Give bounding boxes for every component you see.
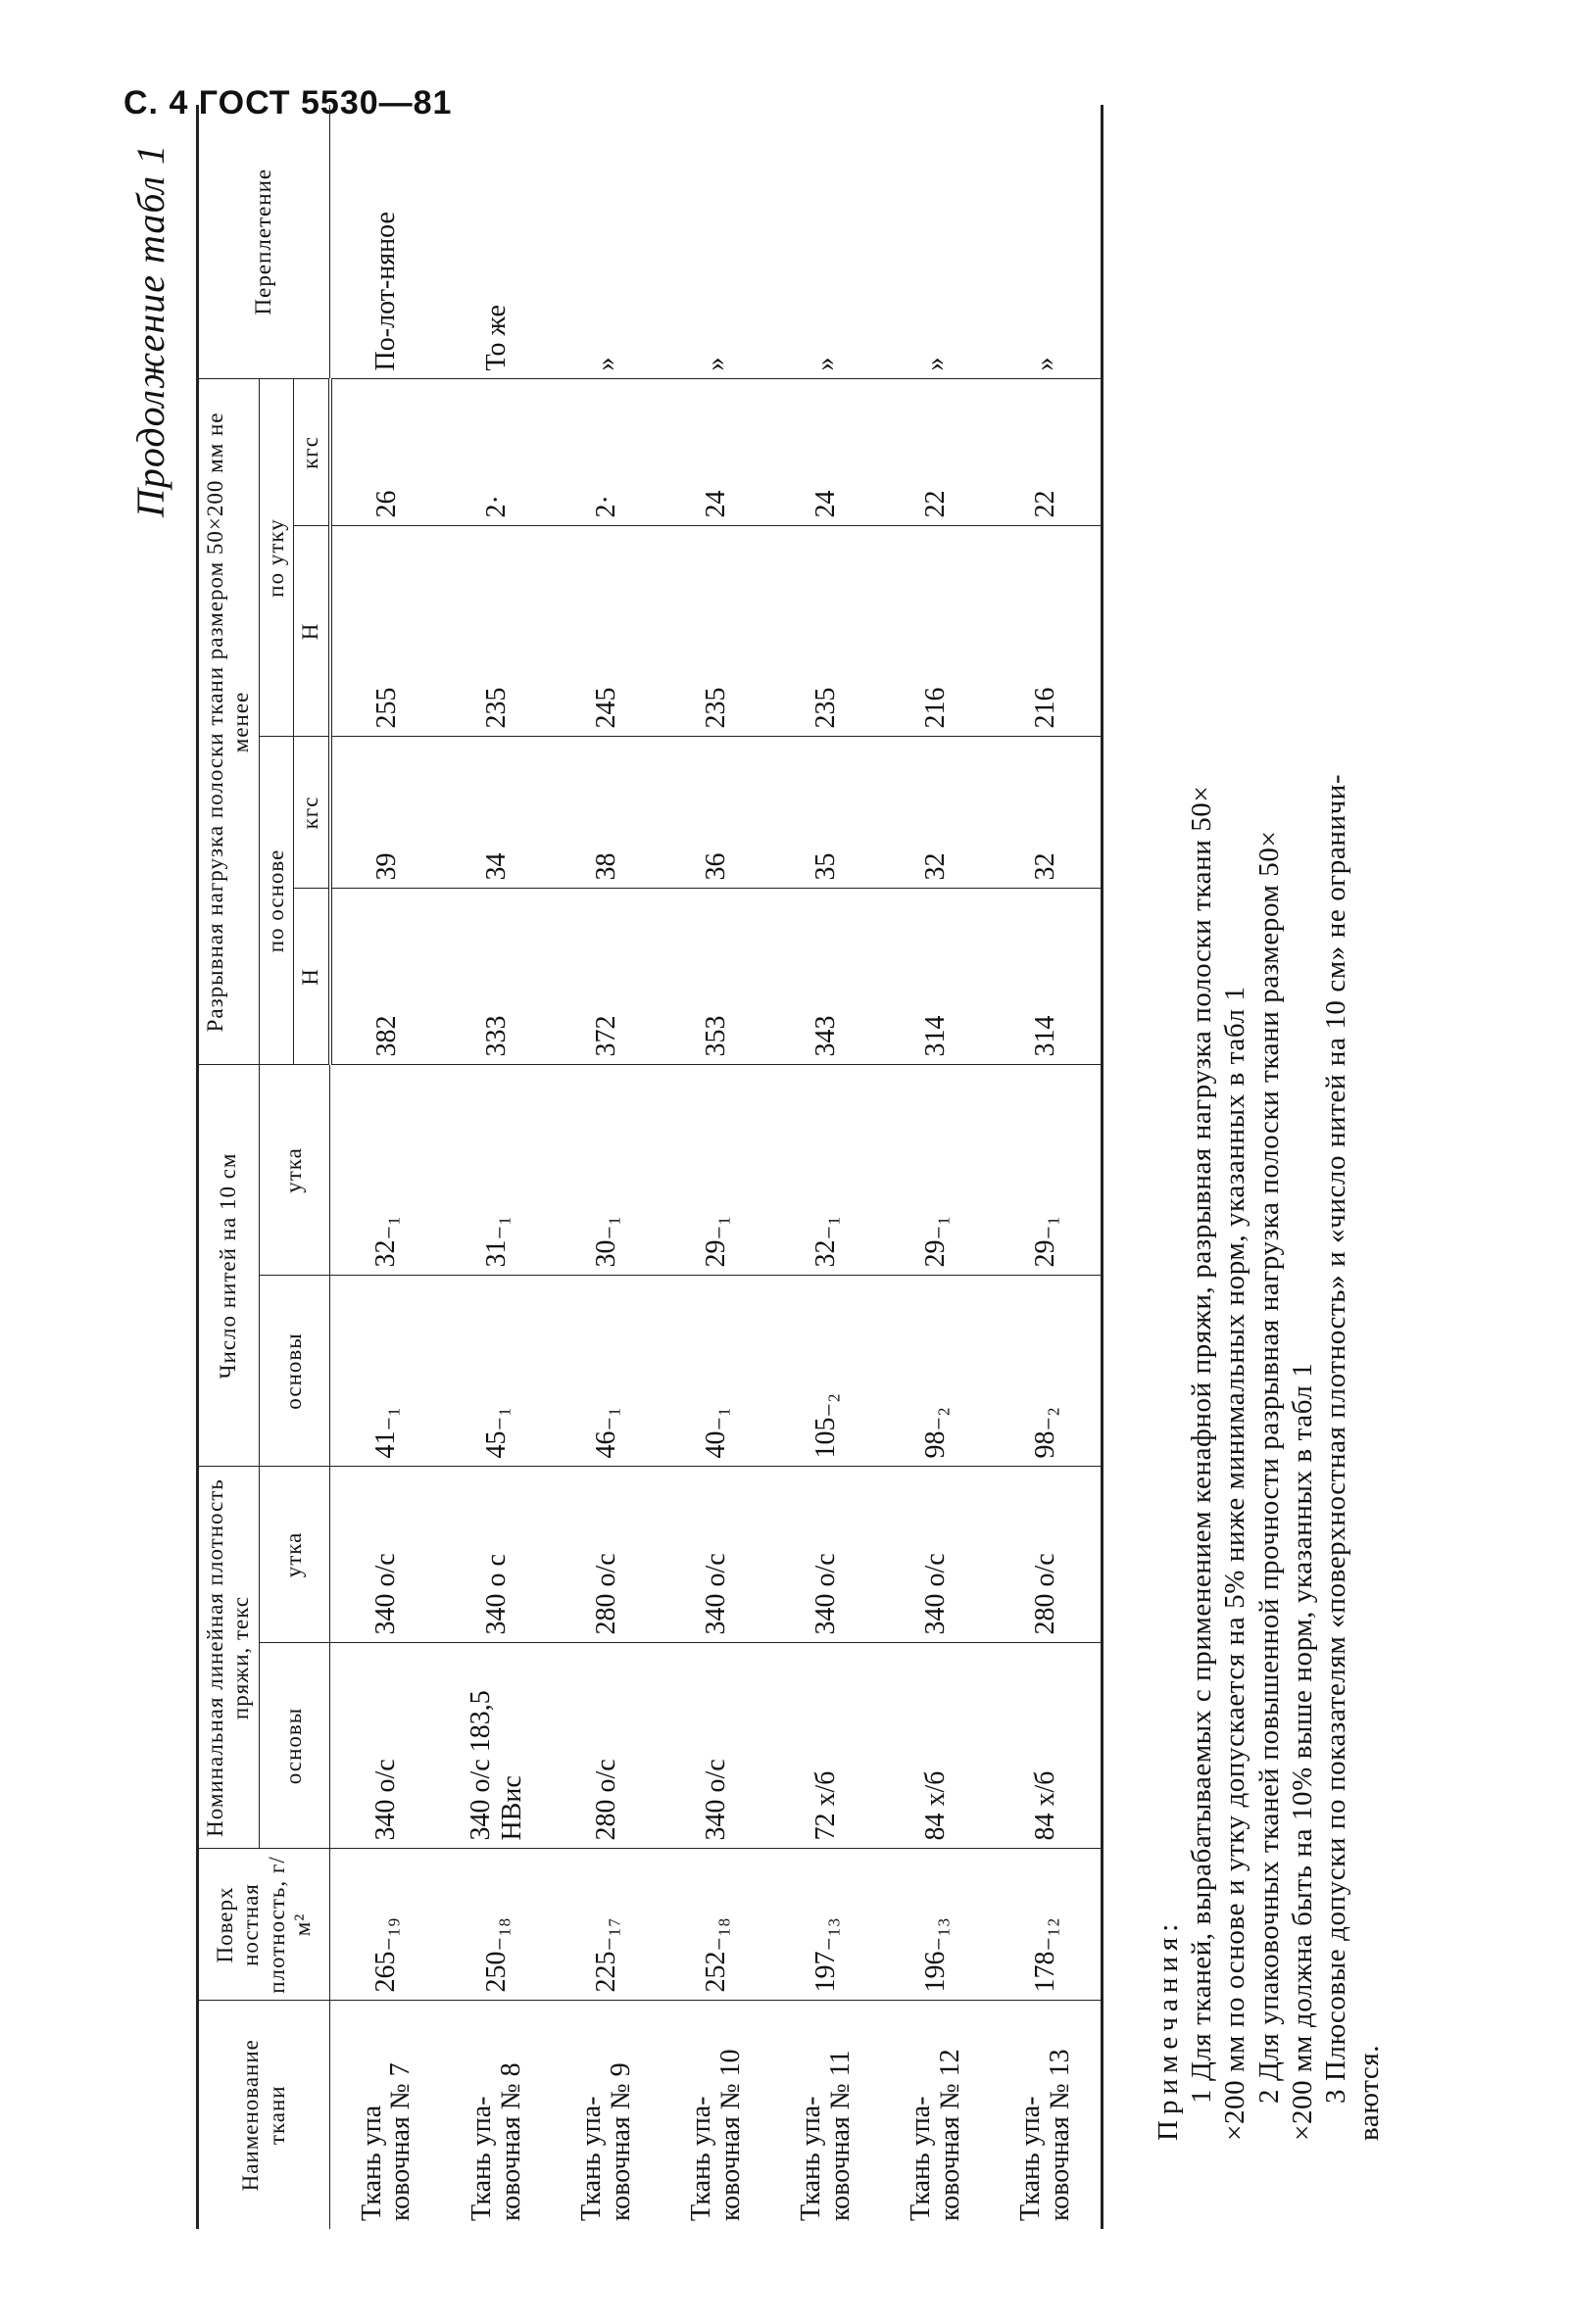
threads-weft-value: 29₋₁: [881, 1065, 991, 1276]
fabric-name: Ткань упа-ковочная № 11: [771, 2001, 881, 2229]
load-warp-kgf: 34: [442, 737, 552, 889]
load-weft-n: 216: [991, 526, 1103, 737]
load-weft-kgf: 26: [330, 379, 442, 526]
header-load-weft: по утку: [259, 379, 293, 737]
header-weave: Переплетение: [198, 105, 330, 379]
header-linear-density: Номинальная линейная плотность пряжи, текс: [198, 1467, 260, 1849]
linear-weft-value: 280 о/с: [991, 1467, 1103, 1643]
load-warp-kgf: 32: [991, 737, 1103, 889]
header-thread-count: Число нитей на 10 см: [198, 1065, 260, 1467]
header-threads-warp: основы: [259, 1276, 329, 1467]
linear-weft-value: 280 о/с: [552, 1467, 662, 1643]
rotated-table-block: [127, 105, 1386, 2229]
weave-value: »: [662, 105, 771, 379]
load-weft-n: 245: [552, 526, 662, 737]
table-row: [991, 105, 1103, 2229]
header-threads-weft: утка: [259, 1065, 329, 1276]
load-weft-kgf: 22: [881, 379, 991, 526]
load-weft-n: 216: [881, 526, 991, 737]
density-value: 197₋₁₃: [771, 1849, 881, 2001]
linear-weft-value: 340 о/с: [881, 1467, 991, 1643]
load-weft-n: 235: [442, 526, 552, 737]
load-weft-n: 255: [330, 526, 442, 737]
threads-weft-value: 31₋₁: [442, 1065, 552, 1276]
load-warp-n: 353: [662, 889, 771, 1065]
table-notes: [1152, 122, 1387, 2141]
load-weft-kgf: 24: [662, 379, 771, 526]
fabric-name: Ткань упа ковочная № 7: [330, 2001, 442, 2229]
threads-weft-value: 32₋₁: [771, 1065, 881, 1276]
fabric-name: Ткань упа-ковочная № 10: [662, 2001, 771, 2229]
fabric-name: Ткань упа-ковочная № 12: [881, 2001, 991, 2229]
weave-value: »: [991, 105, 1103, 379]
load-warp-kgf: 35: [771, 737, 881, 889]
linear-warp-value: 84 х/б: [991, 1643, 1103, 1849]
table-row: [662, 105, 771, 2229]
threads-weft-value: 32₋₁: [330, 1065, 442, 1276]
threads-warp-value: 98₋₂: [881, 1276, 991, 1467]
header-density: Поверх ностная плотность, г/м²: [198, 1849, 330, 2001]
linear-weft-value: 340 о с: [442, 1467, 552, 1643]
load-warp-kgf: 32: [881, 737, 991, 889]
table-row: [442, 105, 552, 2229]
fabric-name: Ткань упа-ковочная № 9: [552, 2001, 662, 2229]
density-value: 265₋₁₉: [330, 1849, 442, 2001]
weave-value: »: [552, 105, 662, 379]
load-weft-kgf: 22: [991, 379, 1103, 526]
load-weft-n: 235: [771, 526, 881, 737]
threads-warp-value: 105₋₂: [771, 1276, 881, 1467]
density-value: 250₋₁₈: [442, 1849, 552, 2001]
note-1-line-2: ×200 мм по основе и утку допускается на 5% ниже минимальных норм, указанных в табл 1: [1219, 986, 1251, 2141]
threads-weft-value: 29₋₁: [991, 1065, 1103, 1276]
weave-value: »: [771, 105, 881, 379]
linear-warp-value: 340 о/с 183,5 НВис: [442, 1643, 552, 1849]
load-warp-n: 314: [991, 889, 1103, 1065]
header-unit-kgf: кгс: [294, 737, 330, 889]
density-value: 196₋₁₃: [881, 1849, 991, 2001]
header-unit-kgf: кгс: [294, 379, 330, 526]
linear-weft-value: 340 о/с: [330, 1467, 442, 1643]
notes-title: Примечания:: [1152, 1917, 1184, 2141]
note-3-line-2: ваются.: [1353, 2044, 1386, 2141]
table-row: [330, 105, 442, 2229]
load-warp-n: 372: [552, 889, 662, 1065]
load-warp-kgf: 39: [330, 737, 442, 889]
threads-warp-value: 46₋₁: [552, 1276, 662, 1467]
density-value: 252₋₁₈: [662, 1849, 771, 2001]
load-weft-n: 235: [662, 526, 771, 737]
note-2-line-1: 2 Для упаковочных тканей повышенной прочности разрывная нагрузка полоски ткани размером 50×: [1252, 830, 1285, 2104]
linear-weft-value: 340 о/с: [771, 1467, 881, 1643]
load-warp-kgf: 36: [662, 737, 771, 889]
weave-value: По-лот-няное: [330, 105, 442, 379]
weave-value: То же: [442, 105, 552, 379]
fabric-name: Ткань упа-ковочная № 13: [991, 2001, 1103, 2229]
header-load-warp: по основе: [259, 737, 293, 1065]
weave-value: »: [881, 105, 991, 379]
load-warp-kgf: 38: [552, 737, 662, 889]
note-1-line-1: 1 Для тканей, вырабатываемых с применением кенафной пряжи, разрывная нагрузка полоски ткани 50×: [1186, 785, 1218, 2104]
load-weft-kgf: 2·: [442, 379, 552, 526]
linear-warp-value: 84 х/б: [881, 1643, 991, 1849]
table-row: [771, 105, 881, 2229]
load-weft-kgf: 24: [771, 379, 881, 526]
load-warp-n: 382: [330, 889, 442, 1065]
threads-warp-value: 41₋₁: [330, 1276, 442, 1467]
table-row: [881, 105, 991, 2229]
header-linear-warp: основы: [259, 1643, 329, 1849]
load-warp-n: 333: [442, 889, 552, 1065]
header-linear-weft: утка: [259, 1467, 329, 1643]
fabric-name: Ткань упа-ковочная № 8: [442, 2001, 552, 2229]
load-weft-kgf: 2·: [552, 379, 662, 526]
linear-warp-value: 340 о/с: [662, 1643, 771, 1849]
load-warp-n: 343: [771, 889, 881, 1065]
header-unit-n: Н: [294, 889, 330, 1065]
table-caption: Продолжение табл 1: [128, 144, 172, 518]
threads-warp-value: 45₋₁: [442, 1276, 552, 1467]
linear-warp-value: 340 о/с: [330, 1643, 442, 1849]
page-header: С. 4 ГОСТ 5530—81: [123, 84, 453, 121]
linear-warp-value: 72 х/б: [771, 1643, 881, 1849]
density-value: 225₋₁₇: [552, 1849, 662, 2001]
fabric-table: [196, 105, 1103, 2229]
threads-warp-value: 40₋₁: [662, 1276, 771, 1467]
linear-warp-value: 280 о/с: [552, 1643, 662, 1849]
note-3-line-1: 3 Плюсовые допуски по показателям «поверхностная плотность» и «число нитей на 10 см» не ограничи-: [1320, 773, 1352, 2104]
threads-weft-value: 30₋₁: [552, 1065, 662, 1276]
table-row: [552, 105, 662, 2229]
density-value: 178₋₁₂: [991, 1849, 1103, 2001]
header-unit-n: Н: [294, 526, 330, 737]
header-breaking-load: Разрывная нагрузка полоски ткани размером 50×200 мм не менее: [198, 379, 260, 1065]
load-warp-n: 314: [881, 889, 991, 1065]
header-name: Наименование ткани: [198, 2001, 330, 2229]
threads-weft-value: 29₋₁: [662, 1065, 771, 1276]
linear-weft-value: 340 о/с: [662, 1467, 771, 1643]
threads-warp-value: 98₋₂: [991, 1276, 1103, 1467]
note-2-line-2: ×200 мм должна быть на 10% выше норм, указанных в табл 1: [1286, 1362, 1318, 2141]
